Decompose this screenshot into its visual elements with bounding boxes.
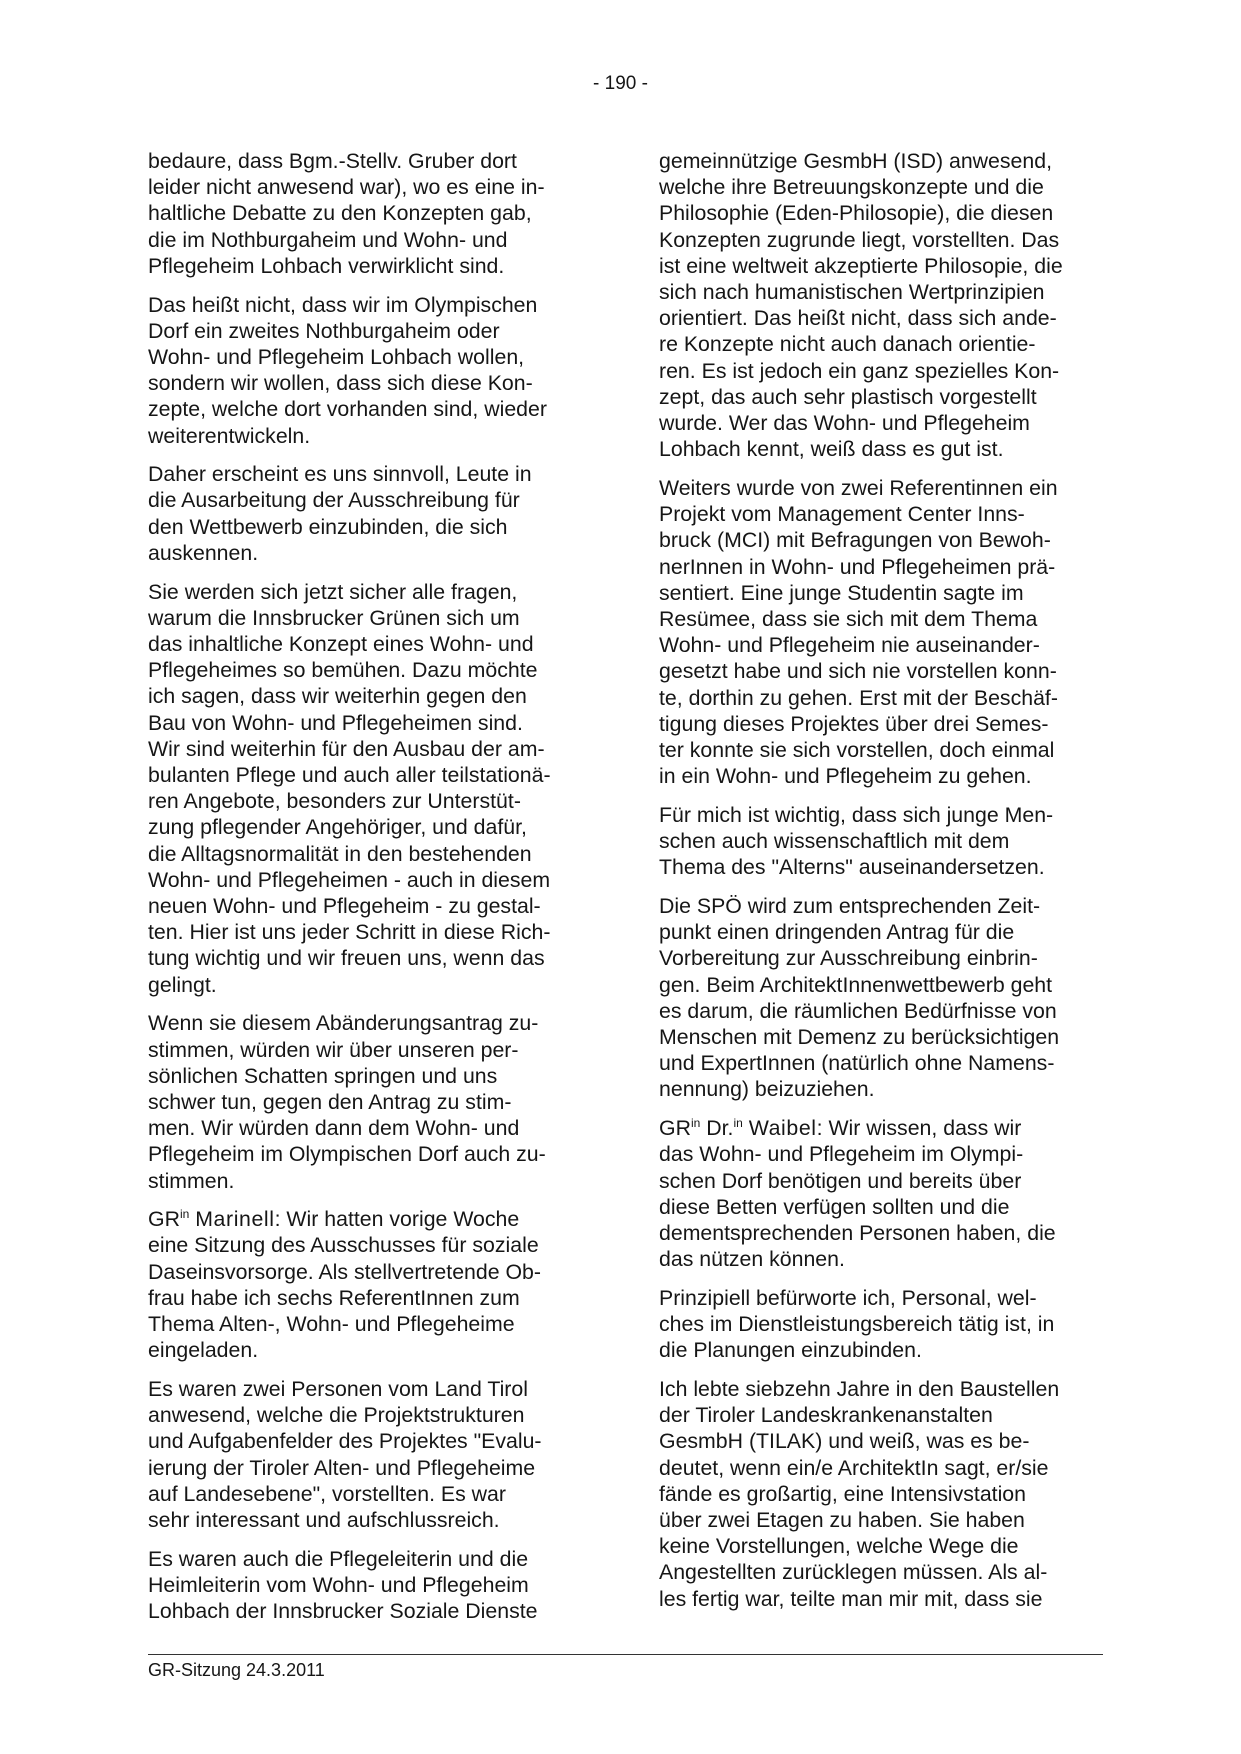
text-line: Daher erscheint es uns sinnvoll, Leute in bbox=[148, 462, 532, 487]
text-line: ten. Hier ist uns jeder Schritt in diese Rich- bbox=[148, 920, 551, 945]
paragraph bbox=[148, 1376, 603, 1533]
speaker-lines bbox=[659, 1141, 1114, 1272]
text-line: ist eine weltweit akzeptierte Philosopie, die bbox=[659, 253, 1063, 278]
text-line: Pflegeheim im Olympischen Dorf auch zu- bbox=[148, 1142, 546, 1167]
speaker-paragraph-waibel bbox=[659, 1115, 1114, 1272]
paragraph bbox=[148, 148, 603, 279]
text-line: das inhaltliche Konzept eines Wohn- und bbox=[148, 631, 534, 656]
text-line: die Planungen einzubinden. bbox=[659, 1338, 922, 1363]
text-line: orientiert. Das heißt nicht, dass sich ande- bbox=[659, 306, 1057, 331]
text-line: punkt einen dringenden Antrag für die bbox=[659, 920, 1015, 945]
text-line: und ExpertInnen (natürlich ohne Namens- bbox=[659, 1051, 1055, 1076]
speaker-line-rest: : Wir wissen, dass wir bbox=[816, 1116, 1022, 1141]
text-line: Die SPÖ wird zum entsprechenden Zeit- bbox=[659, 893, 1041, 918]
text-line: Pflegeheimes so bemühen. Dazu möchte bbox=[148, 658, 538, 683]
text-line: anwesend, welche die Projektstrukturen bbox=[148, 1403, 525, 1428]
text-line: ren. Es ist jedoch ein ganz spezielles Kon- bbox=[659, 358, 1060, 383]
paragraph bbox=[659, 1285, 1114, 1364]
speaker-line bbox=[659, 1115, 1114, 1141]
text-line: sönlichen Schatten springen und uns bbox=[148, 1063, 498, 1088]
text-line: deutet, wenn ein/e ArchitektIn sagt, er/sie bbox=[659, 1455, 1049, 1480]
text-line: auskennen. bbox=[148, 540, 259, 565]
paragraph bbox=[659, 802, 1114, 881]
text-line: gen. Beim ArchitektInnenwettbewerb geht bbox=[659, 972, 1053, 997]
text-line: Philosophie (Eden-Philosopie), die diesen bbox=[659, 201, 1054, 226]
text-line: schen Dorf benötigen und bereits über bbox=[659, 1168, 1022, 1193]
text-line: frau habe ich sechs ReferentInnen zum bbox=[148, 1285, 520, 1310]
text-line: Für mich ist wichtig, dass sich junge Men- bbox=[659, 802, 1054, 827]
text-line: Pflegeheim Lohbach verwirklicht sind. bbox=[148, 253, 505, 278]
text-line: eingeladen. bbox=[148, 1338, 259, 1363]
text-line: ter konnte sie sich vorstellen, doch einmal bbox=[659, 737, 1055, 762]
text-line: Sie werden sich jetzt sicher alle fragen, bbox=[148, 579, 518, 604]
right-paragraphs-2 bbox=[659, 1285, 1114, 1612]
text-line: auf Landesebene", vorstellten. Es war bbox=[148, 1481, 506, 1506]
speaker-name: Waibel bbox=[748, 1116, 817, 1141]
text-line: die im Nothburgaheim und Wohn- und bbox=[148, 227, 508, 252]
paragraph bbox=[659, 475, 1114, 789]
paragraph bbox=[659, 893, 1114, 1103]
text-line: tigung dieses Projektes über drei Semes- bbox=[659, 711, 1049, 736]
left-paragraphs-2 bbox=[148, 1376, 603, 1624]
text-line: ierung der Tiroler Alten- und Pflegeheime bbox=[148, 1455, 536, 1480]
text-line: Daseinsvorsorge. Als stellvertretende Ob- bbox=[148, 1259, 541, 1284]
text-line: Weiters wurde von zwei Referentinnen ein bbox=[659, 475, 1058, 500]
text-line: diese Betten verfügen sollten und die bbox=[659, 1194, 1010, 1219]
paragraph bbox=[148, 1010, 603, 1193]
text-line: dementsprechenden Personen haben, die bbox=[659, 1220, 1056, 1245]
text-line: bedaure, dass Bgm.-Stellv. Gruber dort bbox=[148, 149, 517, 173]
paragraph bbox=[148, 579, 603, 998]
text-line: das nützen können. bbox=[659, 1247, 845, 1272]
text-line: tung wichtig und wir freuen uns, wenn das bbox=[148, 946, 545, 971]
text-line: bulanten Pflege und auch aller teilstationä- bbox=[148, 762, 551, 787]
speaker-name: Marinell bbox=[195, 1207, 275, 1232]
paragraph bbox=[659, 1376, 1114, 1612]
text-line: les fertig war, teilte man mir mit, dass sie bbox=[659, 1586, 1043, 1611]
text-line: nerInnen in Wohn- und Pflegeheimen prä- bbox=[659, 554, 1056, 579]
text-line: haltliche Debatte zu den Konzepten gab, bbox=[148, 201, 532, 226]
text-line: Lohbach der Innsbrucker Soziale Dienste bbox=[148, 1599, 538, 1624]
text-line: der Tiroler Landeskrankenanstalten bbox=[659, 1403, 993, 1428]
text-line: Thema Alten-, Wohn- und Pflegeheime bbox=[148, 1312, 515, 1337]
speaker-line-rest: : Wir hatten vorige Woche bbox=[274, 1207, 520, 1232]
text-line: gemeinnützige GesmbH (ISD) anwesend, bbox=[659, 149, 1052, 173]
text-line: ches im Dienstleistungsbereich tätig ist, in bbox=[659, 1312, 1055, 1337]
speaker-academic-title-superscript: in bbox=[733, 1116, 743, 1131]
speaker-title-superscript: in bbox=[179, 1207, 190, 1222]
text-line: Wir sind weiterhin für den Ausbau der am- bbox=[148, 736, 545, 761]
text-line: Wenn sie diesem Abänderungsantrag zu- bbox=[148, 1011, 539, 1036]
text-line: Projekt vom Management Center Inns- bbox=[659, 502, 1025, 527]
text-line: in ein Wohn- und Pflegeheim zu gehen. bbox=[659, 764, 1032, 789]
text-line: nennung) beizuziehen. bbox=[659, 1077, 875, 1102]
text-line: Angestellten zurücklegen müssen. Als al- bbox=[659, 1560, 1048, 1585]
text-line: schen auch wissenschaftlich mit dem bbox=[659, 829, 1010, 854]
text-line: welche ihre Betreuungskonzepte und die bbox=[659, 175, 1044, 200]
text-line: leider nicht anwesend war), wo es eine in- bbox=[148, 175, 545, 200]
paragraph bbox=[659, 148, 1114, 462]
text-line: te, dorthin zu gehen. Erst mit der Beschäf- bbox=[659, 685, 1058, 710]
text-line: gesetzt habe und sich nie vorstellen konn- bbox=[659, 659, 1057, 684]
text-line: schwer tun, gegen den Antrag zu stim- bbox=[148, 1089, 512, 1114]
text-line: den Wettbewerb einzubinden, die sich bbox=[148, 514, 508, 539]
text-line: Konzepten zugrunde liegt, vorstellten. Das bbox=[659, 227, 1060, 252]
footer-rule bbox=[148, 1654, 1103, 1655]
text-line: und Aufgabenfelder des Projektes "Evalu- bbox=[148, 1429, 542, 1454]
text-line: Vorbereitung zur Ausschreibung einbrin- bbox=[659, 946, 1038, 971]
text-line: die Ausarbeitung der Ausschreibung für bbox=[148, 488, 520, 513]
speaker-paragraph-marinell bbox=[148, 1206, 603, 1363]
text-line: ich sagen, dass wir weiterhin gegen den bbox=[148, 684, 527, 709]
text-line: eine Sitzung des Ausschusses für soziale bbox=[148, 1233, 539, 1258]
text-line: re Konzepte nicht auch danach orientie- bbox=[659, 332, 1036, 357]
speaker-line bbox=[148, 1206, 603, 1232]
text-line: Prinzipiell befürworte ich, Personal, wel- bbox=[659, 1285, 1037, 1310]
text-line: Wohn- und Pflegeheim nie auseinander- bbox=[659, 633, 1040, 658]
text-line: ren Angebote, besonders zur Unterstüt- bbox=[148, 789, 521, 814]
text-line: weiterentwickeln. bbox=[148, 423, 311, 448]
text-line: gelingt. bbox=[148, 972, 217, 997]
text-line: sehr interessant und aufschlussreich. bbox=[148, 1507, 500, 1532]
text-line: GesmbH (TILAK) und weiß, was es be- bbox=[659, 1429, 1030, 1454]
footer-text: GR-Sitzung 24.3.2011 bbox=[148, 1660, 325, 1680]
paragraph bbox=[148, 1546, 603, 1625]
speaker-title-superscript: in bbox=[690, 1116, 701, 1131]
text-line: neuen Wohn- und Pflegeheim - zu gestal- bbox=[148, 893, 541, 918]
text-line: Resümee, dass sie sich mit dem Thema bbox=[659, 606, 1038, 631]
text-line: Bau von Wohn- und Pflegeheimen sind. bbox=[148, 710, 523, 735]
text-line: Lohbach kennt, weiß dass es gut ist. bbox=[659, 437, 1004, 462]
text-line: zept, das auch sehr plastisch vorgestellt bbox=[659, 384, 1037, 409]
text-line: bruck (MCI) mit Befragungen von Bewoh- bbox=[659, 528, 1051, 553]
text-line: es darum, die räumlichen Bedürfnisse von bbox=[659, 998, 1057, 1023]
text-line: sentiert. Eine junge Studentin sagte im bbox=[659, 580, 1024, 605]
text-line: zung pflegender Angehöriger, und dafür, bbox=[148, 815, 527, 840]
text-line: das Wohn- und Pflegeheim im Olympi- bbox=[659, 1142, 1024, 1167]
text-line: warum die Innsbrucker Grünen sich um bbox=[148, 605, 520, 630]
speaker-title: GR bbox=[659, 1116, 691, 1141]
text-line: stimmen. bbox=[148, 1168, 235, 1193]
text-line: Es waren zwei Personen vom Land Tirol bbox=[148, 1376, 528, 1401]
text-line: die Alltagsnormalität in den bestehenden bbox=[148, 841, 532, 866]
page-number: - 190 - bbox=[593, 73, 648, 94]
right-paragraphs-1 bbox=[659, 148, 1114, 1103]
text-line: stimmen, würden wir über unseren per- bbox=[148, 1037, 519, 1062]
text-line: Menschen mit Demenz zu berücksichtigen bbox=[659, 1025, 1060, 1049]
text-line: Wohn- und Pflegeheim Lohbach wollen, bbox=[148, 344, 525, 369]
text-line: Es waren auch die Pflegeleiterin und die bbox=[148, 1546, 529, 1571]
text-line: keine Vorstellungen, welche Wege die bbox=[659, 1534, 1019, 1559]
text-line: Dorf ein zweites Nothburgaheim oder bbox=[148, 318, 500, 343]
text-line: Heimleiterin vom Wohn- und Pflegeheim bbox=[148, 1572, 529, 1597]
text-line: Wohn- und Pflegeheimen - auch in diesem bbox=[148, 867, 551, 892]
text-line: Das heißt nicht, dass wir im Olympischen bbox=[148, 292, 538, 317]
speaker-academic-title: Dr. bbox=[706, 1116, 734, 1141]
text-line: wurde. Wer das Wohn- und Pflegeheim bbox=[659, 411, 1030, 436]
text-line: men. Wir würden dann dem Wohn- und bbox=[148, 1116, 520, 1141]
left-column bbox=[148, 148, 603, 1637]
right-column bbox=[659, 148, 1114, 1624]
text-line: Thema des "Alterns" auseinandersetzen. bbox=[659, 855, 1045, 880]
text-line: sich nach humanistischen Wertprinzipien bbox=[659, 280, 1045, 305]
speaker-title: GR bbox=[148, 1207, 180, 1232]
text-line: sondern wir wollen, dass sich diese Kon- bbox=[148, 371, 533, 396]
text-line: zepte, welche dort vorhanden sind, wieder bbox=[148, 397, 547, 422]
speaker-lines bbox=[148, 1232, 603, 1363]
text-line: über zwei Etagen zu haben. Sie haben bbox=[659, 1507, 1025, 1532]
left-paragraphs-1 bbox=[148, 148, 603, 1194]
text-line: Ich lebte siebzehn Jahre in den Baustellen bbox=[659, 1376, 1060, 1401]
text-line: fände es großartig, eine Intensivstation bbox=[659, 1481, 1026, 1506]
paragraph bbox=[148, 461, 603, 566]
paragraph bbox=[148, 292, 603, 449]
